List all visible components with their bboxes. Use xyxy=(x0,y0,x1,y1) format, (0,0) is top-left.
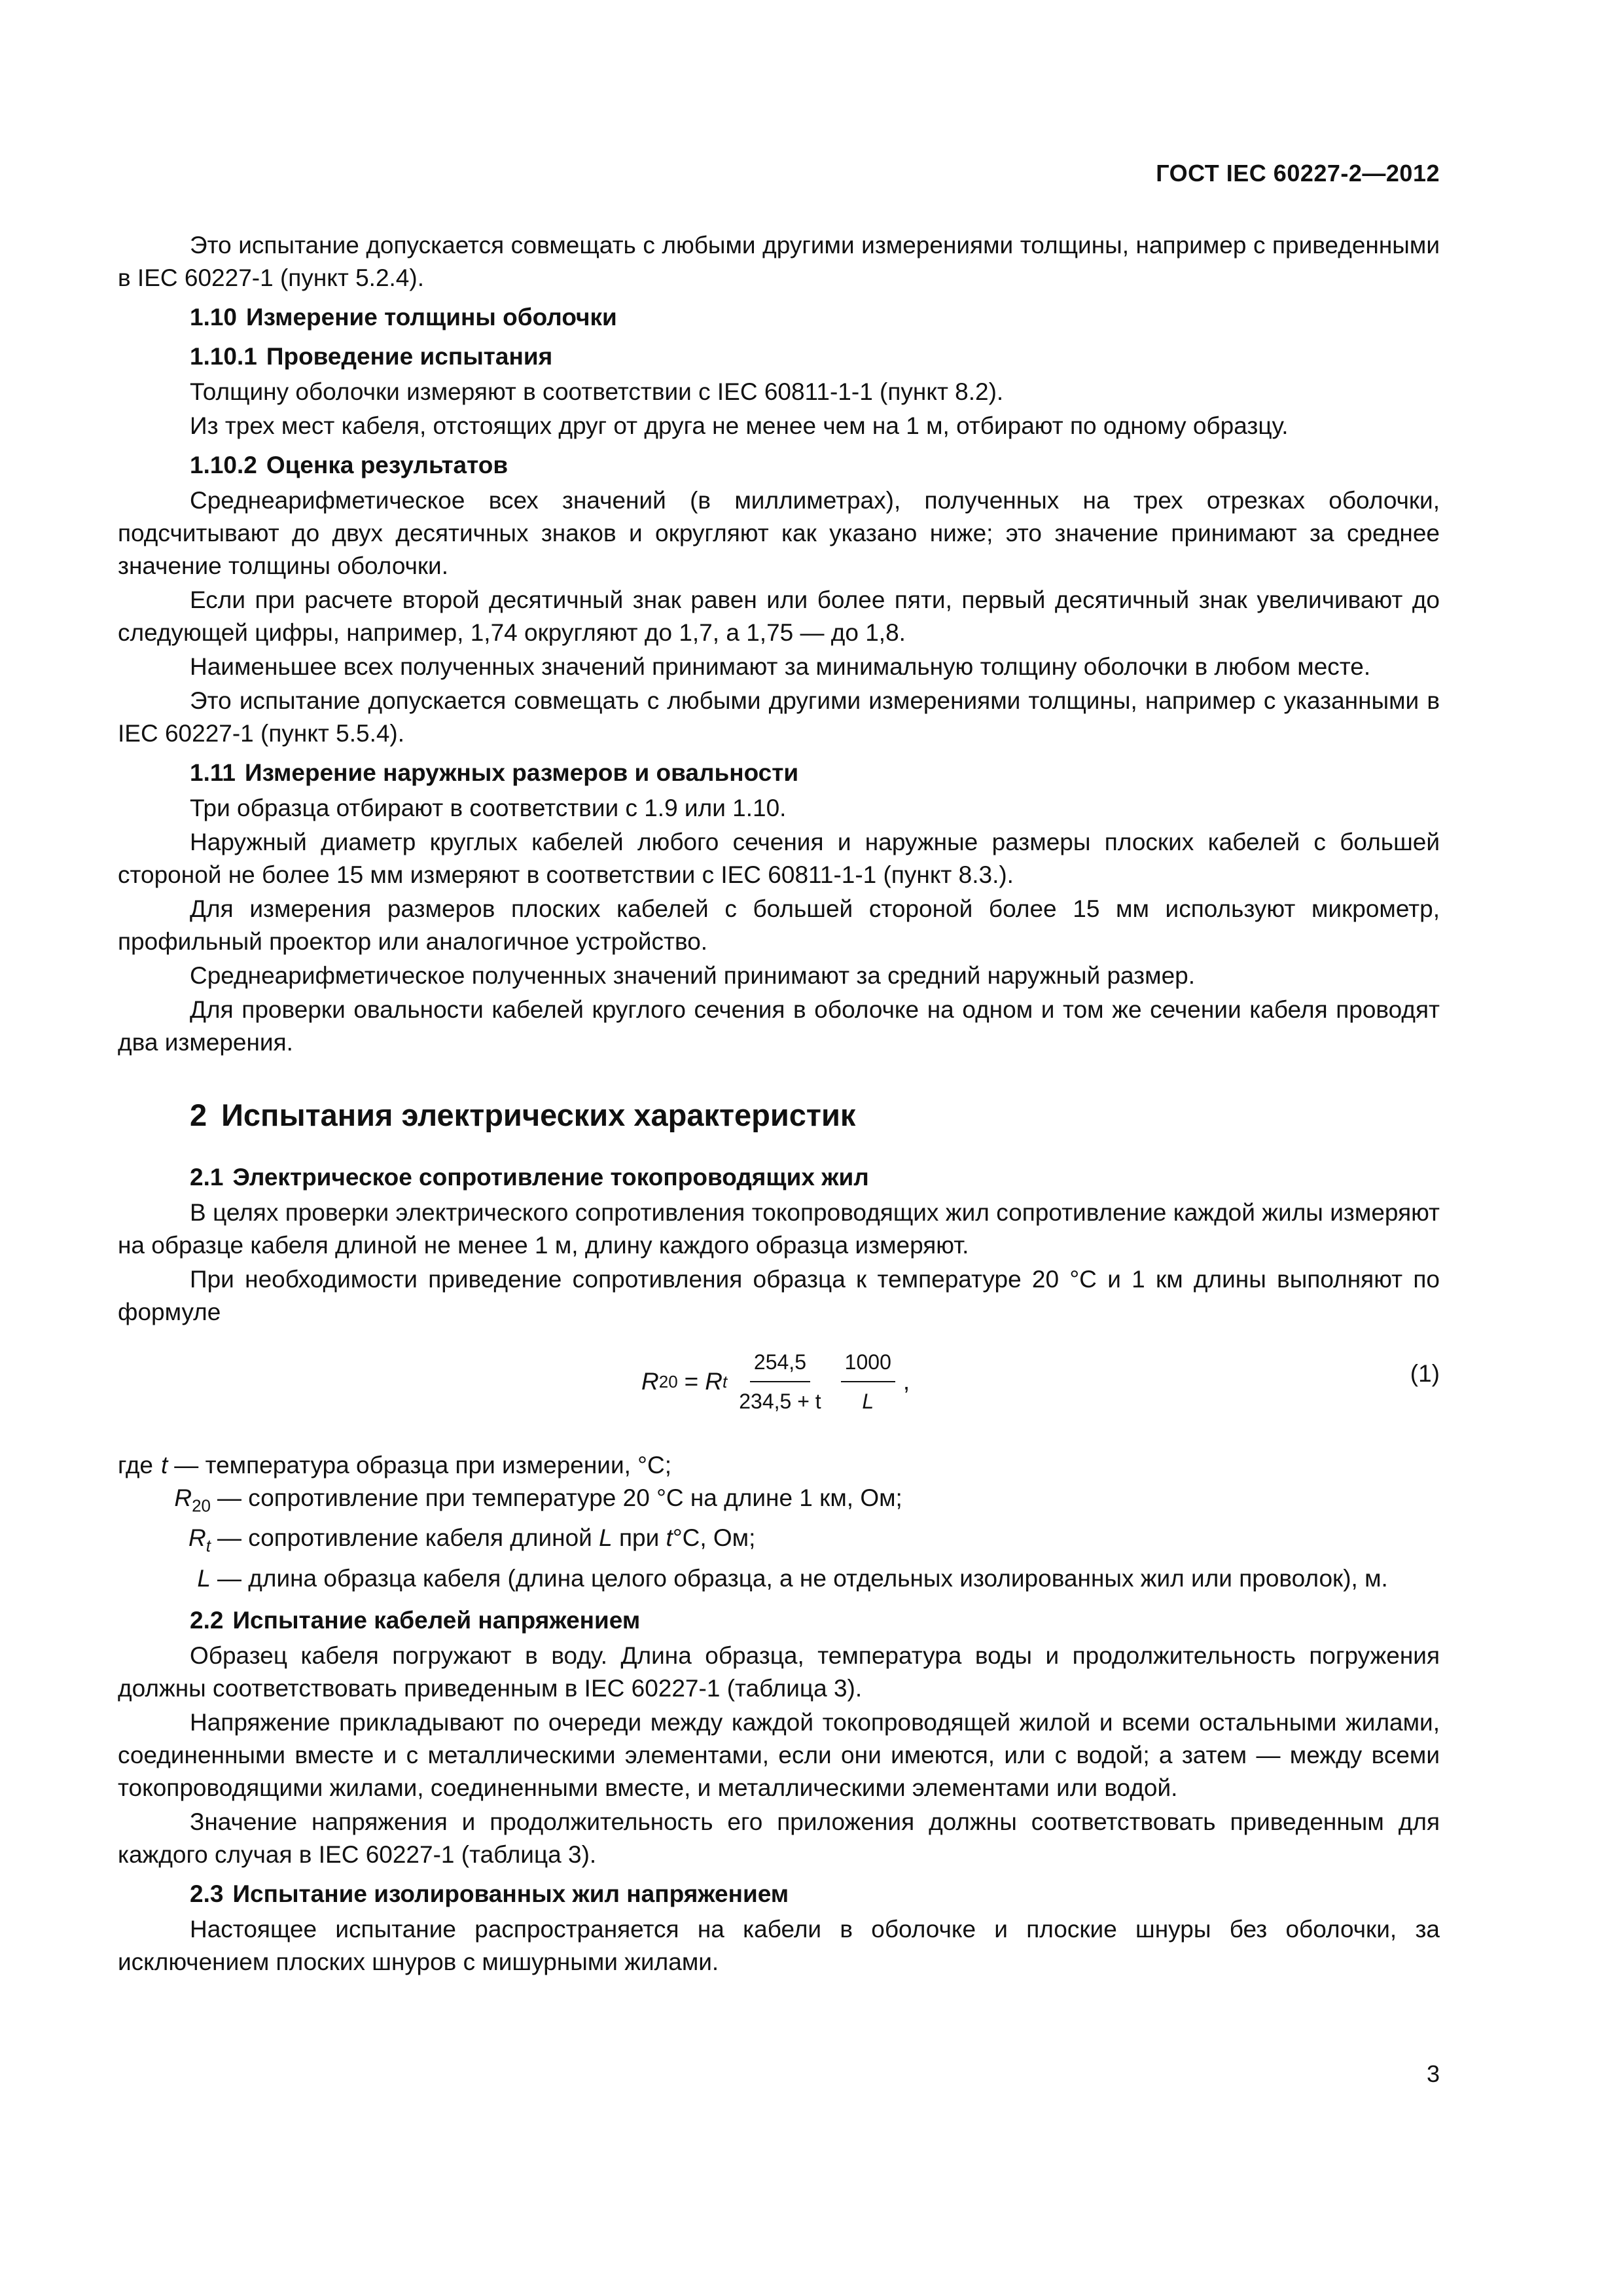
heading-title: Электрическое сопротивление токопроводящих жил xyxy=(232,1164,869,1191)
legend-symbol: t xyxy=(161,1452,168,1479)
legend-symbol xyxy=(118,1522,211,1562)
heading-1-10-2 xyxy=(190,449,1440,482)
legend-description xyxy=(217,1522,1440,1562)
formula-rt-sub: t xyxy=(722,1372,728,1391)
standard-code: ГОСТ IEC 60227-2—2012 xyxy=(1156,160,1440,187)
legend-intro: где xyxy=(118,1452,154,1479)
page-header xyxy=(1156,160,1440,187)
legend-row-r20 xyxy=(118,1482,1440,1522)
heading-number: 1.10.1 xyxy=(190,343,257,370)
legend-symbol: L xyxy=(197,1564,211,1592)
heading-number: 2.3 xyxy=(190,1880,224,1907)
paragraph: Наименьшее всех полученных значений принимают за минимальную толщину оболочки в любом месте. xyxy=(190,653,1371,680)
paragraph: Три образца отбирают в соответствии с 1.9 или 1.10. xyxy=(190,795,787,821)
paragraph: Наружный диаметр круглых кабелей любого сечения и наружные размеры плоских кабелей с большей стороной не более 15 мм измеряют в соответствии с IEC 60811-1-1 (пункт 8.3.). xyxy=(118,829,1440,888)
legend-text-italic: t xyxy=(666,1524,673,1552)
section-number: 2 xyxy=(190,1098,207,1132)
heading-number: 1.10 xyxy=(190,304,238,331)
paragraph: Толщину оболочки измеряют в соответствии с IEC 60811-1-1 (пункт 8.2). xyxy=(190,378,1004,405)
legend-symbol-var: R xyxy=(174,1484,192,1511)
paragraph: Среднеарифметическое всех значений (в миллиметрах), полученных на трех отрезках оболочки, подсчитывают до двух десятичных знаков и округляют как указано ниже; это значение принимают за среднее значение толщины оболочки. xyxy=(118,487,1440,579)
legend-description: — температура образца при измерении, °С; xyxy=(174,1452,671,1479)
heading-number: 2.2 xyxy=(190,1606,224,1634)
paragraph: Это испытание допускается совмещать с любыми другими измерениями толщины, например с приведенными в IEC 60227-1 (пункт 5.2.4). xyxy=(118,232,1440,291)
heading-number: 1.11 xyxy=(190,759,236,786)
heading-2-2 xyxy=(190,1604,1440,1637)
fraction-denominator: L xyxy=(862,1390,874,1413)
legend-description: — длина образца кабеля (длина целого образца, а не отдельных изолированных жил или проволок), м. xyxy=(217,1564,1388,1592)
section-heading-2 xyxy=(190,1096,1440,1135)
heading-title: Измерение толщины оболочки xyxy=(246,304,617,331)
paragraph: Настоящее испытание распространяется на кабели в оболочке и плоские шнуры без оболочки, за исключением плоских шнуров с мишурными жилами. xyxy=(118,1915,1440,1975)
section-title: Испытания электрических характеристик xyxy=(221,1098,856,1132)
legend-text: при xyxy=(618,1524,660,1552)
heading-title: Оценка результатов xyxy=(266,452,508,478)
heading-title: Проведение испытания xyxy=(266,343,553,370)
heading-title: Измерение наружных размеров и овальности xyxy=(244,759,799,786)
formula-lhs-var: R xyxy=(641,1368,659,1395)
heading-2-3 xyxy=(190,1878,1440,1910)
legend-row-rt xyxy=(118,1522,1440,1562)
formula-legend xyxy=(118,1449,1440,1595)
heading-number: 1.10.2 xyxy=(190,452,257,478)
formula-equals: = xyxy=(684,1368,699,1395)
legend-symbol-var: R xyxy=(188,1524,206,1552)
legend-symbol-sub: 20 xyxy=(192,1496,211,1516)
heading-1-10-1 xyxy=(190,340,1440,373)
heading-title: Испытание изолированных жил напряжением xyxy=(232,1880,789,1907)
paragraph: Это испытание допускается совмещать с любыми другими измерениями толщины, например с указанными в IEC 60227-1 (пункт 5.5.4). xyxy=(118,687,1440,747)
page-number: 3 xyxy=(1426,2060,1440,2087)
paragraph: Напряжение прикладывают по очереди между каждой токопроводящей жилой и всеми остальными жилами, соединенными вместе и с металлическими элементами, если они имеются, или с водой; а затем — между всеми токопроводящими жилами, соединенными вместе, и металлическими элементами или водой. xyxy=(118,1708,1440,1801)
heading-1-10 xyxy=(190,301,1440,334)
legend-description: — сопротивление при температуре 20 °С на длине 1 км, Ом; xyxy=(217,1484,902,1511)
heading-2-1 xyxy=(190,1161,1440,1194)
fraction-numerator: 1000 xyxy=(841,1346,895,1382)
legend-text: °С, Ом; xyxy=(672,1524,756,1552)
legend-text: — сопротивление кабеля длиной xyxy=(217,1524,592,1552)
formula-number: (1) xyxy=(1410,1360,1440,1387)
formula-fraction-1 xyxy=(735,1346,825,1418)
legend-row-t xyxy=(118,1449,1440,1482)
legend-symbol-sub: t xyxy=(205,1535,211,1556)
heading-1-11 xyxy=(190,757,1440,789)
fraction-numerator: 254,5 xyxy=(750,1346,810,1382)
formula-lhs-sub: 20 xyxy=(658,1372,678,1391)
formula-fraction-2 xyxy=(841,1346,895,1418)
legend-text-italic: L xyxy=(599,1524,613,1552)
paragraph: В целях проверки электрического сопротивления токопроводящих жил сопротивление каждой жилы измеряют на образце кабеля длиной не менее 1 м, длину каждого образца измеряют. xyxy=(118,1199,1440,1259)
formula-trailing-comma: , xyxy=(902,1368,910,1395)
paragraph: Из трех мест кабеля, отстоящих друг от друга не менее чем на 1 м, отбирают по одному образцу. xyxy=(190,412,1289,439)
legend-symbol xyxy=(118,1482,211,1522)
paragraph: Для проверки овальности кабелей круглого сечения в оболочке на одном и том же сечении кабеля проводят два измерения. xyxy=(118,996,1440,1056)
paragraph: При необходимости приведение сопротивления образца к температуре 20 °С и 1 км длины выполняют по формуле xyxy=(118,1266,1440,1325)
paragraph: Образец кабеля погружают в воду. Длина образца, температура воды и продолжительность погружения должны соответствовать приведенным в IEC 60227-1 (таблица 3). xyxy=(118,1641,1440,1702)
formula xyxy=(641,1346,910,1418)
formula-rt-var: R xyxy=(705,1368,722,1395)
document-body xyxy=(118,229,1440,1980)
paragraph: Для измерения размеров плоских кабелей с большей стороной более 15 мм используют микрометр, профильный проектор или аналогичное устройство. xyxy=(118,895,1440,955)
fraction-denominator: 234,5 + t xyxy=(739,1390,821,1413)
paragraph: Среднеарифметическое полученных значений принимают за средний наружный размер. xyxy=(190,962,1196,989)
legend-row-l xyxy=(118,1562,1440,1595)
paragraph: Если при расчете второй десятичный знак равен или более пяти, первый десятичный знак увеличивают до следующей цифры, например, 1,74 округляют до 1,7, а 1,75 — до 1,8. xyxy=(118,586,1440,646)
heading-title: Испытание кабелей напряжением xyxy=(232,1606,641,1634)
paragraph: Значение напряжения и продолжительность его приложения должны соответствовать приведенным для каждого случая в IEC 60227-1 (таблица 3). xyxy=(118,1808,1440,1868)
formula-block xyxy=(118,1339,1440,1437)
heading-number: 2.1 xyxy=(190,1164,224,1191)
